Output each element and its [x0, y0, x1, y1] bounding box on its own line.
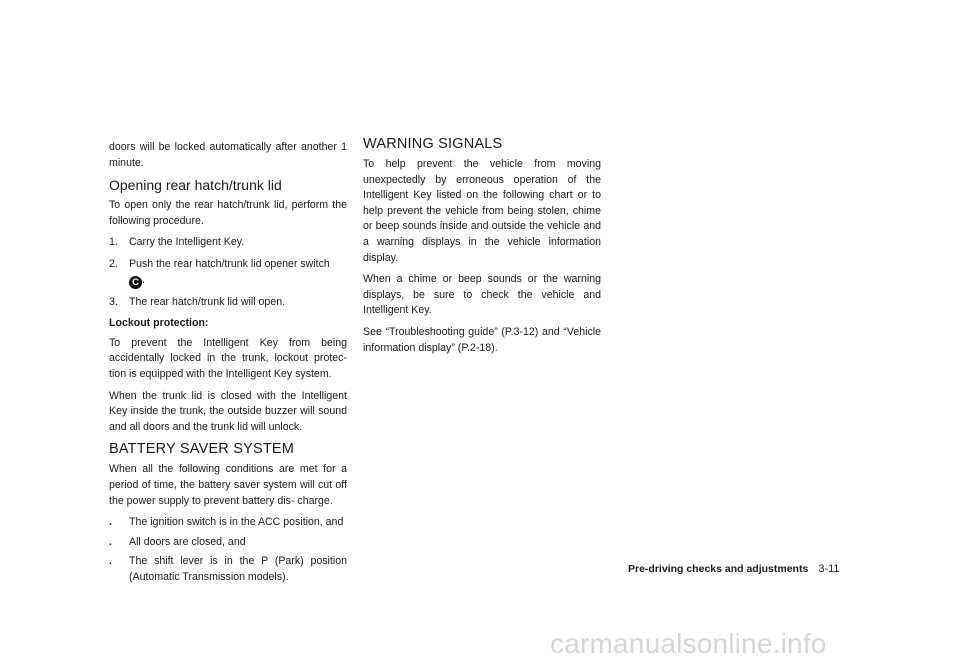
conditions-list: [109, 515, 347, 585]
step-text: Push the rear hatch/trunk lid opener switch: [129, 257, 330, 270]
step-item: [109, 257, 347, 289]
bullet-text: All doors are closed, and: [129, 535, 246, 548]
callout-c-icon: C: [129, 276, 142, 289]
battery-paragraph: When all the following conditions are met for a period of time, the battery saver system will cut off the power supply to prevent battery dis- charge.: [109, 463, 347, 507]
step-suffix: .: [142, 273, 145, 286]
warning-paragraph-2: When a chime or beep sounds or the warning displays, be sure to check the vehicle and Intelligent Key.: [363, 273, 601, 317]
steps-list: [109, 235, 347, 310]
step-text: Carry the Intelligent Key.: [129, 236, 245, 249]
section-title: Pre-driving checks and adjustments: [628, 563, 809, 575]
step-text: The rear hatch/trunk lid will open.: [129, 295, 286, 308]
bullet-text: The shift lever is in the P (Park) position (Automatic Transmission models).: [129, 555, 347, 583]
list-item: [109, 535, 347, 551]
warning-paragraph-1: To help prevent the vehicle from moving unexpectedly by erroneous operation of the Intelligent Key listed on the following chart or to help prevent the vehicle from being stolen, chime or beep sounds inside and outside the vehicle and a warning displays in the vehicle information display.: [363, 158, 601, 264]
step-number: 3.: [109, 295, 118, 308]
step-item: [109, 295, 347, 311]
bullet-icon: .: [109, 555, 112, 568]
opening-paragraph: To open only the rear hatch/trunk lid, perform the following procedure.: [109, 199, 347, 227]
step-item: [109, 235, 347, 251]
lockout-paragraph-1: To prevent the Intelligent Key from being accidentally locked in the trunk, lockout protec- tion is equipped with the Intelligent Key system.: [109, 336, 347, 380]
step-text-wrap: [129, 257, 347, 289]
intro-paragraph: doors will be locked automatically after another 1 minute.: [109, 141, 347, 169]
opening-heading: Opening rear hatch/trunk lid: [109, 177, 282, 194]
right-column: [363, 136, 601, 362]
bullet-icon: .: [109, 535, 112, 548]
lockout-paragraph-2: When the trunk lid is closed with the Intelligent Key inside the trunk, the outside buzzer will sound and all doors and the trunk lid will unlock.: [109, 389, 347, 433]
page-number: 3-11: [818, 563, 840, 575]
battery-heading: BATTERY SAVER SYSTEM: [109, 441, 295, 458]
step-number: 2.: [109, 257, 118, 270]
bullet-text: The ignition switch is in the ACC position, and: [129, 516, 344, 529]
list-item: [109, 515, 347, 531]
lockout-heading: Lockout protection:: [109, 317, 209, 330]
list-item: [109, 554, 347, 585]
page-footer: [628, 563, 840, 575]
step-number: 1.: [109, 236, 118, 249]
warning-heading: WARNING SIGNALS: [363, 136, 503, 152]
watermark-text: carmanualsonline.info: [550, 628, 827, 659]
left-column: [109, 140, 347, 589]
warning-paragraph-3: See “Troubleshooting guide” (P.3-12) and “Vehicle information display” (P.2-18).: [363, 325, 601, 354]
bullet-icon: .: [109, 516, 112, 529]
